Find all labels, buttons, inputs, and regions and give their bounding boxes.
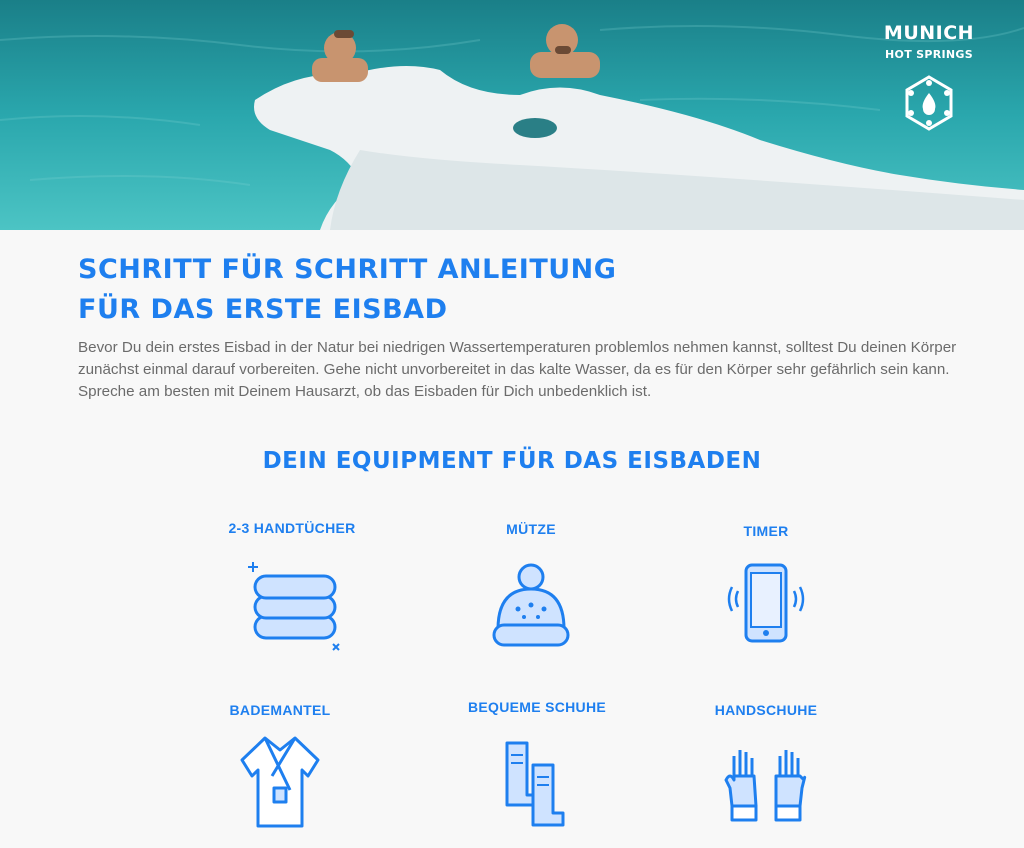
item-label: MÜTZE: [506, 521, 556, 537]
headline-line-1: SCHRITT FÜR SCHRITT ANLEITUNG: [78, 254, 617, 285]
equipment-item-beanie: [411, 521, 651, 659]
beanie-icon: [486, 559, 576, 659]
hero-image: [0, 0, 1024, 230]
equipment-item-timer: [646, 523, 886, 659]
gloves-icon: [716, 736, 816, 836]
towels-icon: [237, 558, 347, 658]
brand-logo[interactable]: [874, 22, 984, 131]
bathrobe-icon: [230, 730, 330, 830]
equipment-item-towels: [172, 520, 412, 658]
item-label: TIMER: [743, 523, 789, 539]
intro-paragraph: Bevor Du dein erstes Eisbad in der Natur bei niedrigen Wassertemperaturen problemlos nehmen kannst, solltest Du deinen Körper zunächst einmal darauf vorbereiten. Gehe nicht unvorbereitet in das kalte Wasser, da es für den Körper sehr gefährlich sein kann. Spreche am besten mit Deinem Hausarzt, ob das Eisbaden für Dich unbedenklich ist.: [78, 339, 957, 400]
brand-subtitle: HOT SPRINGS: [885, 48, 973, 61]
item-label: HANDSCHUHE: [714, 702, 818, 718]
brand-name: MUNICH: [883, 22, 975, 44]
equipment-title: DEIN EQUIPMENT FÜR DAS EISBADEN: [262, 448, 762, 474]
item-label: BADEMANTEL: [229, 702, 331, 718]
headline-line-2: FÜR DAS ERSTE EISBAD: [78, 294, 448, 325]
phone-timer-icon: [716, 559, 816, 659]
equipment-item-boots: [417, 699, 657, 835]
snowflake-drop-icon: [901, 75, 957, 131]
boots-icon: [487, 735, 587, 835]
ice-bath-photo: [0, 0, 1024, 230]
item-label: BEQUEME SCHUHE: [468, 699, 606, 715]
equipment-item-bathrobe: [160, 702, 400, 830]
page-title: [78, 250, 616, 330]
equipment-item-gloves: [646, 702, 886, 836]
item-label: 2-3 HANDTÜCHER: [228, 520, 356, 536]
